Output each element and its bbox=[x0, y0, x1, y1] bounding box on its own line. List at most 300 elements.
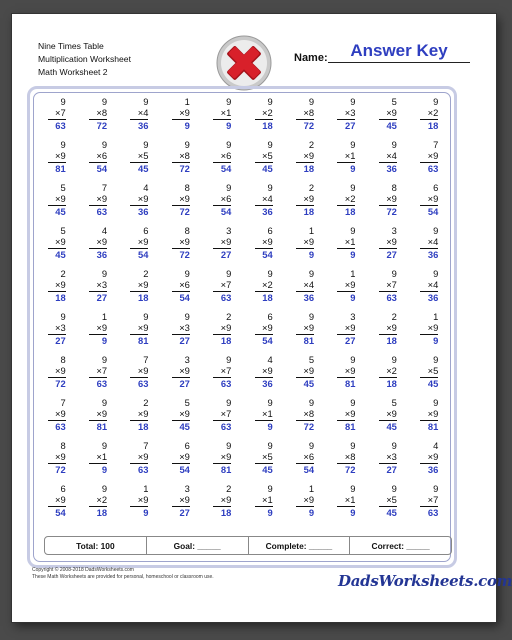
problem-item bbox=[202, 354, 243, 397]
problem-answer: 45 bbox=[303, 378, 315, 389]
multiply-sign-icon: × bbox=[54, 149, 61, 161]
multiply-sign-icon: × bbox=[386, 450, 392, 462]
problem-answer: 72 bbox=[55, 378, 66, 389]
problem-answer: 9 bbox=[101, 335, 108, 346]
problem-top-number: 9 bbox=[60, 96, 66, 107]
multiply-sign-icon: × bbox=[303, 450, 309, 462]
problem-item bbox=[409, 311, 450, 354]
problem-answer: 63 bbox=[138, 464, 149, 475]
problem-multiplier bbox=[296, 366, 314, 379]
copyright-notice bbox=[32, 567, 214, 581]
problem-answer: 81 bbox=[345, 378, 356, 389]
problem-bottom-number: 9 bbox=[143, 321, 149, 333]
problem-multiplier bbox=[89, 495, 107, 508]
problem-item bbox=[202, 483, 243, 526]
problem-bottom-number: 9 bbox=[308, 364, 315, 376]
problem-answer: 45 bbox=[138, 163, 149, 174]
problem-top-number: 8 bbox=[184, 182, 190, 193]
problem-multiplier bbox=[255, 151, 273, 164]
problem-item bbox=[284, 440, 325, 483]
problem-bottom-number: 9 bbox=[60, 450, 66, 462]
problem-top-number: 9 bbox=[267, 483, 273, 494]
multiply-sign-icon: × bbox=[261, 149, 268, 161]
problem-top-number: 9 bbox=[308, 440, 315, 451]
problem-multiplier bbox=[130, 194, 148, 207]
problem-answer: 45 bbox=[427, 378, 439, 389]
problem-answer: 72 bbox=[179, 249, 190, 260]
problem-top-number: 9 bbox=[350, 354, 356, 365]
problem-top-number: 9 bbox=[350, 440, 356, 451]
problem-item bbox=[367, 268, 408, 311]
problem-item bbox=[409, 96, 450, 139]
problem-top-number: 9 bbox=[267, 182, 273, 193]
problem-multiplier bbox=[296, 194, 314, 207]
problem-bottom-number: 4 bbox=[267, 192, 273, 204]
problem-item bbox=[409, 139, 450, 182]
problem-top-number: 9 bbox=[308, 397, 315, 408]
problem-item bbox=[284, 397, 325, 440]
problem-bottom-number: 5 bbox=[143, 149, 149, 161]
problem-item bbox=[160, 397, 201, 440]
problem-top-number: 4 bbox=[433, 440, 439, 451]
problem-top-number: 9 bbox=[350, 397, 356, 408]
problem-bottom-number: 9 bbox=[143, 493, 149, 505]
problem-multiplier bbox=[48, 151, 66, 164]
problem-bottom-number: 8 bbox=[308, 106, 315, 118]
multiply-sign-icon: × bbox=[96, 192, 102, 204]
problem-item bbox=[119, 139, 160, 182]
problem-item bbox=[119, 225, 160, 268]
problem-top-number: 9 bbox=[433, 397, 439, 408]
problem-multiplier bbox=[89, 409, 107, 422]
problem-top-number: 4 bbox=[267, 354, 273, 365]
problem-answer: 36 bbox=[262, 378, 273, 389]
multiply-sign-icon: × bbox=[386, 106, 392, 118]
problem-multiplier bbox=[48, 366, 66, 379]
problem-item bbox=[367, 182, 408, 225]
problem-item bbox=[326, 139, 367, 182]
problem-answer: 18 bbox=[220, 335, 232, 346]
problem-answer: 18 bbox=[427, 120, 439, 131]
problem-bottom-number: 6 bbox=[226, 149, 232, 161]
problem-multiplier bbox=[255, 409, 273, 422]
multiply-sign-icon: × bbox=[427, 407, 434, 419]
problem-bottom-number: 8 bbox=[350, 450, 356, 462]
multiply-sign-icon: × bbox=[96, 407, 102, 419]
problem-answer: 54 bbox=[96, 163, 108, 174]
multiply-sign-icon: × bbox=[427, 364, 434, 376]
multiply-sign-icon: × bbox=[137, 278, 144, 290]
problem-top-number: 3 bbox=[226, 225, 232, 236]
problem-top-number: 7 bbox=[143, 354, 149, 365]
problem-multiplier bbox=[337, 495, 355, 508]
problem-item bbox=[160, 483, 201, 526]
copyright-line-2: These Math Worksheets are provided for personal, homeschool or classroom use. bbox=[32, 574, 214, 580]
problem-answer: 18 bbox=[345, 206, 356, 217]
problem-bottom-number: 9 bbox=[308, 149, 315, 161]
problem-item bbox=[77, 483, 118, 526]
problem-multiplier bbox=[89, 151, 107, 164]
problem-item bbox=[77, 96, 118, 139]
problem-multiplier bbox=[255, 323, 273, 336]
multiply-sign-icon: × bbox=[344, 106, 351, 118]
problem-answer: 18 bbox=[303, 163, 315, 174]
problem-multiplier bbox=[213, 495, 231, 508]
problem-multiplier bbox=[379, 409, 397, 422]
multiply-sign-icon: × bbox=[261, 278, 268, 290]
problem-answer: 54 bbox=[179, 292, 190, 303]
problem-answer: 36 bbox=[427, 464, 439, 475]
problem-item bbox=[36, 397, 77, 440]
problem-item bbox=[367, 354, 408, 397]
problem-answer: 36 bbox=[138, 120, 149, 131]
problem-item bbox=[202, 268, 243, 311]
problem-top-number: 9 bbox=[391, 440, 397, 451]
multiply-sign-icon: × bbox=[54, 321, 61, 333]
problem-answer: 9 bbox=[184, 120, 190, 131]
problem-top-number: 2 bbox=[308, 139, 315, 150]
problem-bottom-number: 9 bbox=[101, 321, 108, 333]
problem-multiplier bbox=[130, 366, 148, 379]
problem-multiplier bbox=[48, 108, 66, 121]
multiply-sign-icon: × bbox=[303, 407, 309, 419]
multiply-sign-icon: × bbox=[220, 321, 227, 333]
multiply-sign-icon: × bbox=[303, 106, 309, 118]
problem-bottom-number: 9 bbox=[143, 192, 149, 204]
problem-answer: 63 bbox=[386, 292, 397, 303]
problem-answer: 81 bbox=[96, 421, 108, 432]
problem-answer: 9 bbox=[433, 335, 439, 346]
problem-answer: 63 bbox=[55, 120, 66, 131]
multiply-sign-icon: × bbox=[344, 493, 351, 505]
title-line-3: Math Worksheet 2 bbox=[38, 67, 108, 77]
problem-multiplier bbox=[379, 366, 397, 379]
problem-bottom-number: 9 bbox=[101, 407, 108, 419]
problem-multiplier bbox=[379, 280, 397, 293]
multiply-sign-icon: × bbox=[344, 192, 351, 204]
problem-multiplier bbox=[213, 108, 231, 121]
problem-bottom-number: 5 bbox=[391, 493, 397, 505]
problem-multiplier bbox=[337, 409, 355, 422]
problem-answer: 54 bbox=[303, 464, 315, 475]
problem-item bbox=[284, 96, 325, 139]
problem-bottom-number: 1 bbox=[350, 235, 356, 247]
problem-bottom-number: 1 bbox=[101, 450, 108, 462]
problem-top-number: 9 bbox=[267, 139, 273, 150]
problem-answer: 81 bbox=[138, 335, 149, 346]
problem-item bbox=[409, 182, 450, 225]
problem-answer: 27 bbox=[386, 249, 397, 260]
multiply-sign-icon: × bbox=[427, 235, 434, 247]
problem-top-number: 2 bbox=[226, 483, 232, 494]
multiply-sign-icon: × bbox=[54, 278, 61, 290]
problem-bottom-number: 9 bbox=[350, 321, 356, 333]
problem-bottom-number: 2 bbox=[267, 106, 273, 118]
problem-item bbox=[36, 268, 77, 311]
problem-bottom-number: 9 bbox=[60, 493, 66, 505]
problem-top-number: 9 bbox=[267, 268, 273, 279]
problem-item bbox=[119, 440, 160, 483]
problem-multiplier bbox=[379, 108, 397, 121]
problem-item bbox=[119, 268, 160, 311]
problem-bottom-number: 6 bbox=[101, 149, 108, 161]
multiply-sign-icon: × bbox=[137, 493, 144, 505]
problem-multiplier bbox=[172, 366, 190, 379]
dadsworksheets-logo: DadsWorksheets.com bbox=[338, 572, 512, 590]
problem-multiplier bbox=[379, 151, 397, 164]
problem-item bbox=[160, 96, 201, 139]
problem-bottom-number: 9 bbox=[143, 450, 149, 462]
problem-bottom-number: 9 bbox=[184, 407, 190, 419]
problem-bottom-number: 4 bbox=[433, 278, 439, 290]
problem-top-number: 9 bbox=[308, 268, 315, 279]
problem-multiplier bbox=[337, 151, 355, 164]
problem-multiplier bbox=[379, 452, 397, 465]
problem-answer: 72 bbox=[96, 120, 108, 131]
multiply-sign-icon: × bbox=[386, 235, 392, 247]
problem-answer: 36 bbox=[427, 249, 439, 260]
problem-bottom-number: 7 bbox=[433, 493, 439, 505]
problem-top-number: 9 bbox=[101, 483, 108, 494]
problem-top-number: 9 bbox=[391, 139, 397, 150]
problem-answer: 27 bbox=[55, 335, 66, 346]
problem-multiplier bbox=[420, 280, 438, 293]
multiply-sign-icon: × bbox=[303, 364, 309, 376]
problem-answer: 45 bbox=[55, 249, 66, 260]
problem-bottom-number: 9 bbox=[350, 364, 356, 376]
problem-multiplier bbox=[296, 108, 314, 121]
problem-top-number: 9 bbox=[350, 139, 356, 150]
problem-bottom-number: 2 bbox=[350, 192, 356, 204]
problem-answer: 63 bbox=[220, 378, 232, 389]
problem-item bbox=[367, 225, 408, 268]
problem-top-number: 1 bbox=[308, 483, 315, 494]
problem-multiplier bbox=[337, 452, 355, 465]
multiply-sign-icon: × bbox=[427, 450, 434, 462]
problem-answer: 27 bbox=[179, 335, 190, 346]
problem-multiplier bbox=[130, 323, 148, 336]
problem-item bbox=[160, 354, 201, 397]
problem-bottom-number: 8 bbox=[184, 149, 190, 161]
problem-item bbox=[409, 354, 450, 397]
goal-cell: Goal: _____ bbox=[147, 537, 249, 554]
problem-top-number: 9 bbox=[350, 225, 356, 236]
problem-answer: 45 bbox=[55, 206, 66, 217]
multiply-sign-icon: × bbox=[220, 106, 227, 118]
problem-item bbox=[119, 96, 160, 139]
problem-item bbox=[36, 96, 77, 139]
problem-top-number: 9 bbox=[101, 397, 108, 408]
problem-item bbox=[367, 311, 408, 354]
problem-answer: 18 bbox=[303, 206, 315, 217]
problem-multiplier bbox=[48, 194, 66, 207]
problem-top-number: 9 bbox=[184, 311, 190, 322]
multiply-sign-icon: × bbox=[96, 364, 102, 376]
problem-item bbox=[202, 182, 243, 225]
problem-multiplier bbox=[255, 495, 273, 508]
multiply-sign-icon: × bbox=[427, 192, 434, 204]
problem-bottom-number: 3 bbox=[350, 106, 356, 118]
problem-bottom-number: 3 bbox=[101, 278, 108, 290]
multiply-sign-icon: × bbox=[261, 321, 268, 333]
multiply-sign-icon: × bbox=[303, 321, 309, 333]
problem-multiplier bbox=[213, 280, 231, 293]
problem-bottom-number: 4 bbox=[143, 106, 149, 118]
problem-multiplier bbox=[337, 323, 355, 336]
problem-item bbox=[160, 139, 201, 182]
problem-item bbox=[284, 182, 325, 225]
correct-cell: Correct: _____ bbox=[371, 540, 430, 551]
multiply-sign-icon: × bbox=[137, 149, 144, 161]
problem-item bbox=[77, 440, 118, 483]
problem-top-number: 9 bbox=[433, 483, 439, 494]
problem-top-number: 8 bbox=[391, 182, 397, 193]
problem-top-number: 9 bbox=[143, 139, 149, 150]
problem-multiplier bbox=[296, 151, 314, 164]
problem-item bbox=[202, 139, 243, 182]
problem-top-number: 9 bbox=[101, 96, 108, 107]
problem-top-number: 9 bbox=[350, 182, 356, 193]
multiply-sign-icon: × bbox=[96, 149, 102, 161]
problem-item bbox=[326, 182, 367, 225]
multiply-sign-icon: × bbox=[179, 364, 185, 376]
problem-top-number: 9 bbox=[267, 397, 273, 408]
problem-bottom-number: 9 bbox=[60, 278, 66, 290]
problem-item bbox=[77, 311, 118, 354]
problem-answer: 18 bbox=[96, 507, 108, 518]
multiply-sign-icon: × bbox=[137, 235, 144, 247]
problem-answer: 54 bbox=[55, 507, 66, 518]
problem-item bbox=[202, 96, 243, 139]
problem-top-number: 2 bbox=[308, 182, 315, 193]
problem-bottom-number: 1 bbox=[350, 493, 356, 505]
problem-bottom-number: 9 bbox=[184, 364, 190, 376]
problem-item bbox=[77, 397, 118, 440]
problem-item bbox=[243, 96, 284, 139]
problem-top-number: 6 bbox=[267, 225, 273, 236]
problem-answer: 18 bbox=[138, 421, 149, 432]
problem-bottom-number: 2 bbox=[391, 364, 397, 376]
problem-multiplier bbox=[130, 452, 148, 465]
problem-multiplier bbox=[420, 194, 438, 207]
problem-item bbox=[326, 268, 367, 311]
problem-top-number: 1 bbox=[101, 311, 108, 322]
problem-top-number: 9 bbox=[350, 483, 356, 494]
problem-top-number: 5 bbox=[184, 397, 190, 408]
problem-answer: 36 bbox=[96, 249, 108, 260]
problem-top-number: 9 bbox=[226, 268, 232, 279]
problem-bottom-number: 8 bbox=[308, 407, 315, 419]
problem-answer: 27 bbox=[96, 292, 108, 303]
multiply-sign-icon: × bbox=[137, 364, 144, 376]
problem-item bbox=[409, 440, 450, 483]
problem-multiplier bbox=[172, 108, 190, 121]
problem-multiplier bbox=[296, 323, 314, 336]
problem-top-number: 9 bbox=[433, 96, 439, 107]
problem-bottom-number: 6 bbox=[308, 450, 315, 462]
problem-item bbox=[77, 225, 118, 268]
problem-item bbox=[243, 182, 284, 225]
problem-multiplier bbox=[337, 366, 355, 379]
problem-bottom-number: 8 bbox=[101, 106, 108, 118]
problem-top-number: 2 bbox=[226, 311, 232, 322]
problem-answer: 63 bbox=[96, 206, 108, 217]
multiply-sign-icon: × bbox=[344, 235, 351, 247]
problem-multiplier bbox=[172, 409, 190, 422]
problem-top-number: 8 bbox=[60, 440, 66, 451]
problem-item bbox=[284, 483, 325, 526]
problem-top-number: 6 bbox=[433, 182, 439, 193]
problem-top-number: 2 bbox=[143, 268, 149, 279]
problem-top-number: 9 bbox=[226, 354, 232, 365]
problem-answer: 9 bbox=[226, 120, 232, 131]
multiply-sign-icon: × bbox=[96, 493, 102, 505]
problem-multiplier bbox=[255, 280, 273, 293]
problem-answer: 63 bbox=[138, 378, 149, 389]
problem-multiplier bbox=[130, 151, 148, 164]
problem-answer: 9 bbox=[308, 249, 315, 260]
problem-top-number: 9 bbox=[184, 139, 190, 150]
problem-item bbox=[77, 182, 118, 225]
problem-item bbox=[202, 311, 243, 354]
problem-answer: 63 bbox=[427, 163, 439, 174]
problem-multiplier bbox=[48, 409, 66, 422]
problem-top-number: 9 bbox=[391, 268, 397, 279]
problem-item bbox=[284, 139, 325, 182]
problem-top-number: 9 bbox=[101, 139, 108, 150]
problem-top-number: 9 bbox=[184, 268, 190, 279]
problem-item bbox=[119, 354, 160, 397]
problem-answer: 18 bbox=[262, 120, 273, 131]
problem-multiplier bbox=[420, 452, 438, 465]
problem-item bbox=[77, 139, 118, 182]
multiply-sign-icon: × bbox=[303, 149, 309, 161]
problem-item bbox=[243, 397, 284, 440]
problem-item bbox=[326, 225, 367, 268]
problem-top-number: 9 bbox=[101, 354, 108, 365]
problem-answer: 45 bbox=[179, 421, 190, 432]
problem-multiplier bbox=[213, 323, 231, 336]
problem-bottom-number: 9 bbox=[350, 278, 356, 290]
problem-answer: 45 bbox=[386, 120, 397, 131]
problem-top-number: 7 bbox=[60, 397, 66, 408]
problem-multiplier bbox=[379, 194, 397, 207]
problem-bottom-number: 9 bbox=[184, 493, 190, 505]
problem-top-number: 6 bbox=[184, 440, 190, 451]
problem-bottom-number: 6 bbox=[184, 278, 190, 290]
multiply-sign-icon: × bbox=[96, 321, 102, 333]
problem-item bbox=[284, 311, 325, 354]
problem-item bbox=[326, 440, 367, 483]
multiply-sign-icon: × bbox=[344, 278, 351, 290]
problem-top-number: 5 bbox=[308, 354, 315, 365]
multiply-sign-icon: × bbox=[386, 278, 392, 290]
problem-item bbox=[36, 182, 77, 225]
problem-item bbox=[36, 225, 77, 268]
problem-top-number: 2 bbox=[60, 268, 66, 279]
problem-item bbox=[326, 397, 367, 440]
problem-answer: 9 bbox=[350, 507, 356, 518]
problem-bottom-number: 9 bbox=[308, 493, 315, 505]
problem-item bbox=[326, 96, 367, 139]
problem-answer: 72 bbox=[345, 464, 356, 475]
problem-multiplier bbox=[48, 452, 66, 465]
problem-bottom-number: 9 bbox=[101, 192, 108, 204]
problem-item bbox=[409, 483, 450, 526]
problem-grid bbox=[36, 96, 450, 526]
multiply-sign-icon: × bbox=[261, 192, 268, 204]
problem-top-number: 1 bbox=[184, 96, 190, 107]
